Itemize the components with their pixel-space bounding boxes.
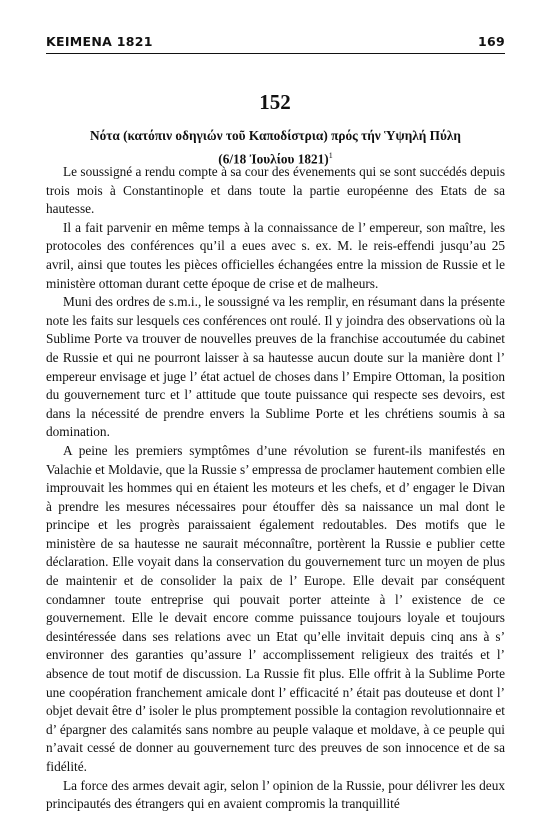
paragraph: Il a fait parvenir en même temps à la connaissance de l’ empereur, son maître, les protocoles des conférences qu’il a eues avec s. ex. M. le reis-effendi jusqu’au 25 avril, ainsi que toutes les pièces officielles échangées entre la mission de Russie et le ministère ottoman durant cette époque de crise et de malheurs.	[46, 219, 505, 291]
paragraph: A peine les premiers symptômes d’une révolution se furent-ils manifestés en Valachie et Moldavie, que la Russie s’ empressa de proclamer hautement combien elle improuvait les hommes qui en étaient les moteurs et les chefs, et d’ engager le Divan à prendre les mesures nécessaires pour étouffer dès sa naissance un mal dont le principe et les progrès paraissaient également redoutables. Des motifs que le ministère de sa hautesse ne saurait méconnaître, portèrent la Russie e publier cette déclaration. Elle voyait dans la conservation du gouvernement turc un moyen de plus de maintenir et de consolider la paix de l’ Europe. Elle devait par conséquent condamner toute entreprise qui pouvait porter atteinte à l’ existence de ce gouvernement. Elle le devait encore comme puissance toujours loyale et toujours desintéressée dans ses relations avec un Etat qu’elle invitait depuis cinq ans à s’ environner des garanties qu’assure l’ accomplissement religieux des traités et l’ absence de tout motif de discussion. La Russie fit plus. Elle offrit à la Sublime Porte une coopération franchement amicale dont l’ efficacité n’ était pas douteuse et dont l’ objet devait être d’ isoler le plus promptement possible la contagion revolutionnaire et d’ épargner des calamités sans nombre au peuple valaque et moldave, à ce peuple qui n’avait cessé de donner au gouvernement turc des preuves de son innocence et de sa fidélité.	[46, 442, 505, 774]
running-header	[46, 34, 505, 49]
footnote-mark: 1	[328, 151, 333, 160]
paragraph: Muni des ordres de s.m.i., le soussigné va les remplir, en résumant dans la présente note les faits sur lesquels ces conférences ont roulé. Il y joindra des observations où la Sublime Porte va trouver de nouvelles preuves de la franchise accoutumée du cabinet de Russie et qui ne pourront laisser à sa hautesse aucun doute sur la manière dont l’ empereur envisage et juge l’ état actuel de choses dans l’ Empire Ottoman, la position du gouvernement turc et l’ attitude que toute puissance qui respecte ses devoirs, est dans la nécessité de prendre envers la Sublime Porte et les chrétiens soumis à sa domination.	[46, 294, 505, 440]
title-line-1: Νότα (κατόπιν οδηγιών τοῦ Καποδίστρια) πρός τήν Ὑψηλή Πύλη	[90, 128, 461, 143]
header-rule	[46, 53, 505, 54]
title-date: (6/18 Ἰουλίου 1821)	[218, 151, 329, 167]
document-number: 152	[259, 90, 291, 114]
page-number: 169	[478, 34, 505, 49]
body-text	[46, 163, 505, 814]
paragraph: La force des armes devait agir, selon l’ opinion de la Russie, pour délivrer les deux principautés des étrangers qui en avaient compromis la tranquillité	[46, 777, 505, 812]
paragraph: Le soussigné a rendu compte à sa cour des évenements qui se sont succédés depuis trois mois à Constantinople et dans toute la partie européenne des Etats de sa hautesse.	[46, 164, 505, 217]
running-title: ΚΕΙΜΕΝΑ 1821	[46, 34, 153, 49]
